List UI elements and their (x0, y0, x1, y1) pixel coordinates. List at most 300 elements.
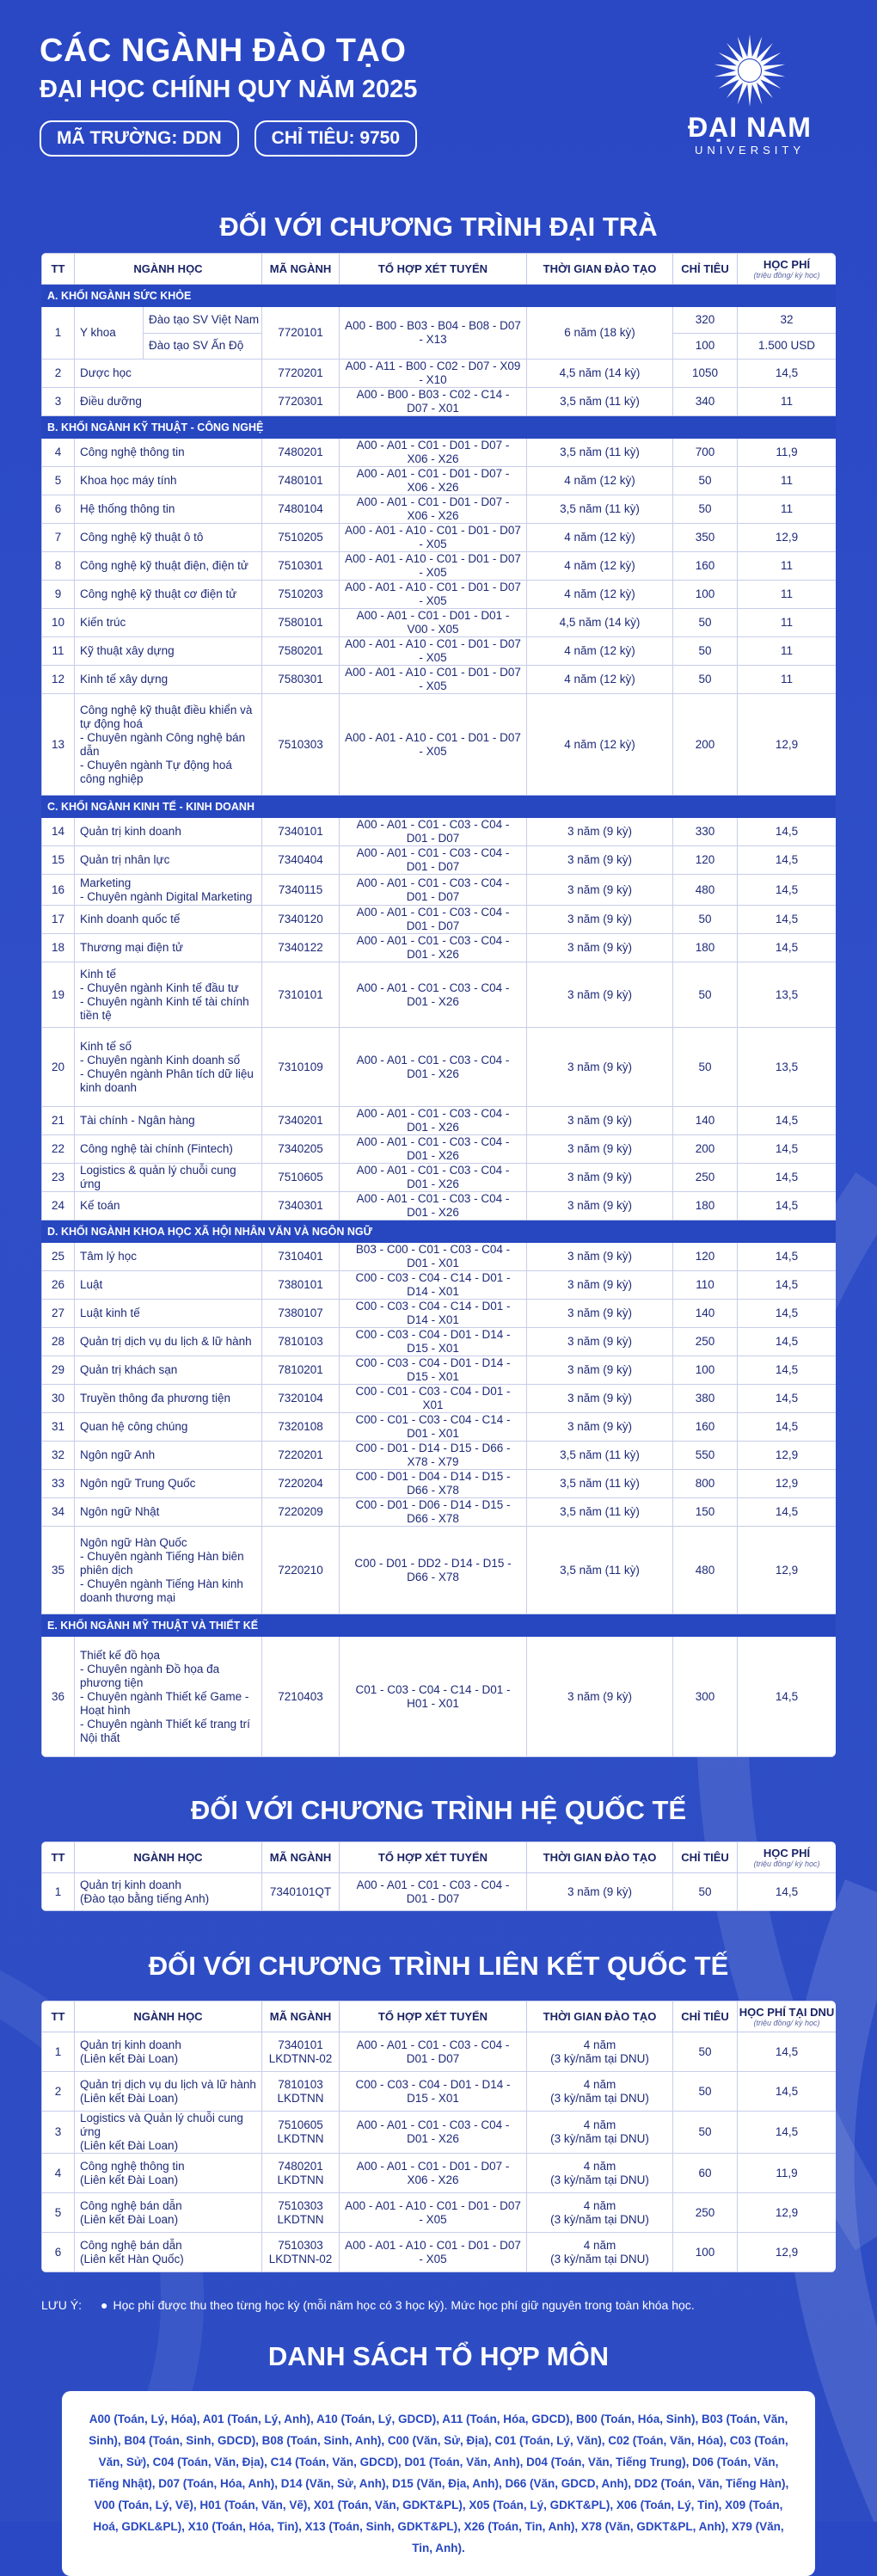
table-cell: 7810103 LKDTNN (262, 2072, 340, 2112)
category-label: C. KHỐI NGÀNH KINH TẾ - KINH DOANH (42, 796, 837, 818)
table-cell: Marketing - Chuyên ngành Digital Marketing (75, 875, 262, 906)
col-header: TT (42, 254, 75, 285)
table-cell: A00 - A11 - B00 - C02 - D07 - X09 - X10 (340, 360, 527, 388)
table-cell: A00 - B00 - B03 - C02 - C14 - D07 - X01 (340, 388, 527, 416)
table-cell: 4 năm (3 kỳ/năm tại DNU) (527, 2112, 673, 2154)
table-cell: 250 (673, 2193, 738, 2233)
table-cell: C01 - C03 - C04 - C14 - D01 - H01 - X01 (340, 1637, 527, 1757)
table-cell: 140 (673, 1300, 738, 1328)
table-cell: 11,9 (738, 439, 837, 467)
table-cell: 7340101 (262, 818, 340, 846)
sub-track: Đào tạo SV Việt Nam (144, 307, 261, 334)
table-row (42, 1442, 837, 1470)
table-cell: Công nghệ kỹ thuật điều khiển và tự động hoá - Chuyên ngành Công nghệ bán dẫn - Chuyên ngành Tự động hoá công nghiệp (75, 694, 262, 796)
table-cell: A00 - A01 - C01 - C03 - C04 - D01 - X26 (340, 1192, 527, 1220)
table-header-row (42, 254, 837, 285)
table-cell: 3 năm (9 kỳ) (527, 1028, 673, 1107)
page-title: CÁC NGÀNH ĐÀO TẠO (40, 33, 407, 69)
table-row (42, 1107, 837, 1135)
table-cell: 3,5 năm (11 kỳ) (527, 1527, 673, 1614)
table-cell: Ngôn ngữ Hàn Quốc - Chuyên ngành Tiếng Hàn biên phiên dịch - Chuyên ngành Tiếng Hàn kinh doanh thương mại (75, 1527, 262, 1614)
table-row (42, 2032, 837, 2072)
table-cell: 31 (42, 1413, 75, 1442)
table-cell: 11 (738, 552, 837, 581)
table-header-row (42, 2001, 837, 2032)
table-cell: 4 năm (12 kỳ) (527, 581, 673, 609)
table-cell: Ngôn ngữ Trung Quốc (75, 1470, 262, 1498)
table-cell: Điều dưỡng (75, 388, 262, 416)
col-header: THỜI GIAN ĐÀO TẠO (527, 1842, 673, 1873)
table-cell: 60 (673, 2154, 738, 2193)
table-cell: A00 - A01 - A10 - C01 - D01 - D07 - X05 (340, 2233, 527, 2272)
table-cell: 110 (673, 1271, 738, 1300)
table-cell: 4 năm (12 kỳ) (527, 552, 673, 581)
table-cell: 11 (738, 581, 837, 609)
table-cell: Logistics và Quản lý chuỗi cung ứng (Liên kết Đài Loan) (75, 2112, 262, 2154)
table-cell: 550 (673, 1442, 738, 1470)
table-cell: A00 - A01 - A10 - C01 - D01 - D07 - X05 (340, 694, 527, 796)
table-cell: 11,9 (738, 2154, 837, 2193)
col-header: THỜI GIAN ĐÀO TẠO (527, 2001, 673, 2032)
table-cell: 24 (42, 1192, 75, 1220)
table-cell: 14,5 (738, 1271, 837, 1300)
col-header: TỔ HỢP XÉT TUYỂN (340, 2001, 527, 2032)
table-cell: 4 năm (12 kỳ) (527, 694, 673, 796)
table-cell: 3 năm (9 kỳ) (527, 846, 673, 875)
table-cell: 100 (673, 1356, 738, 1385)
joint-program-table (41, 2001, 836, 2272)
section-title-joint: ĐỐI VỚI CHƯƠNG TRÌNH LIÊN KẾT QUỐC TẾ (148, 1951, 729, 1981)
col-header (738, 2001, 837, 2032)
fee-unit: (triệu đồng/ kỳ học) (753, 1860, 820, 1868)
table-cell: 4 năm (12 kỳ) (527, 637, 673, 666)
table-cell: 4 năm (3 kỳ/năm tại DNU) (527, 2193, 673, 2233)
table-row (42, 962, 837, 1028)
col-header: CHỈ TIÊU (673, 254, 738, 285)
table-cell: Ngôn ngữ Anh (75, 1442, 262, 1470)
table-cell: Khoa học máy tính (75, 467, 262, 495)
table-cell: 14,5 (738, 1135, 837, 1164)
table-cell: Công nghệ kỹ thuật cơ điện tử (75, 581, 262, 609)
col-header: CHỈ TIÊU (673, 1842, 738, 1873)
table-row (42, 1873, 837, 1911)
table-cell: Thiết kế đồ họa - Chuyên ngành Đồ họa đa phương tiện - Chuyên ngành Thiết kế Game - Hoạt hình - Chuyên ngành Thiết kế trang trí Nội thất (75, 1637, 262, 1757)
table-cell: 3,5 năm (11 kỳ) (527, 1498, 673, 1527)
table-cell: 50 (673, 2032, 738, 2072)
table-cell: 3 năm (9 kỳ) (527, 962, 673, 1028)
table-cell: 14,5 (738, 360, 837, 388)
table-cell: 4 (42, 2154, 75, 2193)
table-cell: 7210403 (262, 1637, 340, 1757)
table-cell: 6 (42, 2233, 75, 2272)
table-cell: 1.500 USD (738, 333, 837, 360)
subject-combinations-box (62, 2391, 815, 2576)
table-cell: Kiến trúc (75, 609, 262, 637)
table-row (42, 666, 837, 694)
table-cell: 3,5 năm (11 kỳ) (527, 1442, 673, 1470)
table-cell: 3 (42, 388, 75, 416)
table-cell: 14,5 (738, 1498, 837, 1527)
table-row (42, 307, 837, 334)
table-cell: A00 - A01 - C01 - C03 - C04 - D01 - D07 (340, 906, 527, 934)
table-cell: 13,5 (738, 1028, 837, 1107)
table-cell: Công nghệ thông tin (75, 439, 262, 467)
col-header: NGÀNH HỌC (75, 1842, 262, 1873)
section-title-combos: DANH SÁCH TỔ HỢP MÔN (267, 2341, 610, 2371)
table-cell: 29 (42, 1356, 75, 1385)
table-cell: 12,9 (738, 694, 837, 796)
table-cell: 7510303 (262, 694, 340, 796)
table-cell: 7340122 (262, 934, 340, 962)
table-cell: 480 (673, 1527, 738, 1614)
category-label: B. KHỐI NGÀNH KỸ THUẬT - CÔNG NGHỆ (42, 416, 837, 439)
table-cell: 19 (42, 962, 75, 1028)
school-code-badge: MÃ TRƯỜNG: DDN (40, 120, 239, 157)
col-header: MÃ NGÀNH (262, 1842, 340, 1873)
table-cell: 7480104 (262, 495, 340, 524)
table-cell: C00 - C03 - C04 - D01 - D14 - D15 - X01 (340, 2072, 527, 2112)
table-cell: 12,9 (738, 1442, 837, 1470)
table-cell: 21 (42, 1107, 75, 1135)
table-cell: 14,5 (738, 875, 837, 906)
table-cell: 6 năm (18 kỳ) (527, 307, 673, 360)
table-row (42, 906, 837, 934)
table-cell: A00 - A01 - C01 - D01 - D07 - X06 - X26 (340, 467, 527, 495)
table-cell: 10 (42, 609, 75, 637)
table-cell: 3 năm (9 kỳ) (527, 906, 673, 934)
table-cell: 7580301 (262, 666, 340, 694)
table-cell: 3 năm (9 kỳ) (527, 1192, 673, 1220)
university-logo (672, 33, 827, 157)
table-row (42, 1028, 837, 1107)
table-cell: Công nghệ bán dẫn (Liên kết Đài Loan) (75, 2193, 262, 2233)
table-cell: 7480201 LKDTNN (262, 2154, 340, 2193)
table-cell: 140 (673, 1107, 738, 1135)
table-row (42, 609, 837, 637)
table-cell: C00 - C03 - C04 - D01 - D14 - D15 - X01 (340, 1356, 527, 1385)
table-cell: Quản trị kinh doanh (75, 818, 262, 846)
table-cell: A00 - A01 - C01 - C03 - C04 - D01 - X26 (340, 2112, 527, 2154)
table-cell: 4 năm (3 kỳ/năm tại DNU) (527, 2032, 673, 2072)
table-cell: 330 (673, 818, 738, 846)
table-cell: 3,5 năm (11 kỳ) (527, 495, 673, 524)
table-cell: C00 - C03 - C04 - C14 - D01 - D14 - X01 (340, 1300, 527, 1328)
table-cell: 12,9 (738, 1470, 837, 1498)
table-cell: 25 (42, 1243, 75, 1271)
table-cell: 2 (42, 360, 75, 388)
table-cell: A00 - A01 - C01 - C03 - C04 - D01 - X26 (340, 962, 527, 1028)
table-cell: 7340201 (262, 1107, 340, 1135)
table-cell: Kinh tế - Chuyên ngành Kinh tế đầu tư - Chuyên ngành Kinh tế tài chính tiền tệ (75, 962, 262, 1028)
table-cell: 50 (673, 962, 738, 1028)
table-row (42, 581, 837, 609)
table-cell: 14,5 (738, 818, 837, 846)
table-cell: 14,5 (738, 1164, 837, 1192)
table-cell: 7310401 (262, 1243, 340, 1271)
table-cell: A00 - A01 - C01 - C03 - C04 - D01 - X26 (340, 1135, 527, 1164)
starburst-logo-icon (711, 33, 788, 108)
table-cell: 50 (673, 1028, 738, 1107)
table-row (42, 360, 837, 388)
table-row (42, 1192, 837, 1220)
table-cell: A00 - A01 - C01 - C03 - C04 - D01 - X26 (340, 1107, 527, 1135)
table-cell: 4 năm (12 kỳ) (527, 467, 673, 495)
fee-header: HỌC PHÍ TẠI DNU (739, 2006, 835, 2019)
table-cell: 14,5 (738, 1356, 837, 1385)
table-cell: 30 (42, 1385, 75, 1413)
table-cell: 7340301 (262, 1192, 340, 1220)
table-cell: 100 (673, 2233, 738, 2272)
table-row (42, 1356, 837, 1385)
quota-badge: CHỈ TIÊU: 9750 (255, 120, 417, 157)
section-title-international: ĐỐI VỚI CHƯƠNG TRÌNH HỆ QUỐC TẾ (190, 1795, 687, 1825)
table-cell: 14 (42, 818, 75, 846)
table-cell: 16 (42, 875, 75, 906)
col-header: MÃ NGÀNH (262, 254, 340, 285)
table-cell: 3 năm (9 kỳ) (527, 1413, 673, 1442)
section-title-standard: ĐỐI VỚI CHƯƠNG TRÌNH ĐẠI TRÀ (219, 212, 658, 242)
table-row (42, 1637, 837, 1757)
table-cell: Truyền thông đa phương tiện (75, 1385, 262, 1413)
table-cell: 3 năm (9 kỳ) (527, 1300, 673, 1328)
table-cell: 7380101 (262, 1271, 340, 1300)
table-cell: 7340205 (262, 1135, 340, 1164)
table-cell: 3 năm (9 kỳ) (527, 1328, 673, 1356)
table-cell: C00 - C03 - C04 - D01 - D14 - D15 - X01 (340, 1328, 527, 1356)
table-row (42, 439, 837, 467)
table-cell: Quản trị dịch vụ du lịch và lữ hành (Liên kết Đài Loan) (75, 2072, 262, 2112)
table-cell: Kinh tế số - Chuyên ngành Kinh doanh số - Chuyên ngành Phân tích dữ liệu kinh doanh (75, 1028, 262, 1107)
table-cell: 50 (673, 2072, 738, 2112)
table-row (42, 846, 837, 875)
table-cell: 7320108 (262, 1413, 340, 1442)
table-cell: 7220204 (262, 1470, 340, 1498)
col-header: MÃ NGÀNH (262, 2001, 340, 2032)
table-cell: 7220201 (262, 1442, 340, 1470)
table-cell: B03 - C00 - C01 - C03 - C04 - D01 - X01 (340, 1243, 527, 1271)
header (0, 0, 877, 169)
table-cell: 3,5 năm (11 kỳ) (527, 1470, 673, 1498)
table-cell: 1 (42, 1873, 75, 1911)
table-cell: 12,9 (738, 2193, 837, 2233)
table-cell: 3,5 năm (11 kỳ) (527, 439, 673, 467)
table-row (42, 495, 837, 524)
table-cell: 50 (673, 609, 738, 637)
table-cell: A00 - A01 - C01 - C03 - C04 - D01 - D07 (340, 818, 527, 846)
standard-program-table (41, 253, 836, 1757)
table-cell: 7580101 (262, 609, 340, 637)
table-cell: 7480101 (262, 467, 340, 495)
table-cell: 14,5 (738, 1300, 837, 1328)
table-cell: 7810201 (262, 1356, 340, 1385)
logo-subtitle: UNIVERSITY (694, 144, 805, 157)
table-cell: 340 (673, 388, 738, 416)
table-cell: 7510301 (262, 552, 340, 581)
table-cell: A00 - A01 - C01 - C03 - C04 - D01 - X26 (340, 1028, 527, 1107)
table-row (42, 637, 837, 666)
table-cell: 4,5 năm (14 kỳ) (527, 360, 673, 388)
table-cell: Thương mại điện tử (75, 934, 262, 962)
table-row (42, 1243, 837, 1271)
table-cell: 3 năm (9 kỳ) (527, 1356, 673, 1385)
table-cell: 3 (42, 2112, 75, 2154)
table-cell: 14,5 (738, 1192, 837, 1220)
table-cell: 36 (42, 1637, 75, 1757)
table-cell: Kỹ thuật xây dựng (75, 637, 262, 666)
table-row (42, 1527, 837, 1614)
col-header: TT (42, 2001, 75, 2032)
table-cell: Logistics & quản lý chuỗi cung ứng (75, 1164, 262, 1192)
table-cell: 11 (738, 666, 837, 694)
col-header (738, 254, 837, 285)
table-cell: Kế toán (75, 1192, 262, 1220)
table-cell: A00 - A01 - C01 - C03 - C04 - D01 - X26 (340, 934, 527, 962)
table-cell: 180 (673, 1192, 738, 1220)
table-cell: 50 (673, 495, 738, 524)
table-cell: A00 - A01 - C01 - D01 - D07 - X06 - X26 (340, 2154, 527, 2193)
table-cell: A00 - A01 - C01 - C03 - C04 - D01 - D07 (340, 1873, 527, 1911)
table-cell: 33 (42, 1470, 75, 1498)
table-cell: 50 (673, 637, 738, 666)
table-cell: 11 (738, 388, 837, 416)
major-name: Y khoa (75, 307, 144, 359)
table-cell: 180 (673, 934, 738, 962)
table-cell: Dược học (75, 360, 262, 388)
table-cell: 7510303 LKDTNN (262, 2193, 340, 2233)
category-row (42, 285, 837, 307)
table-cell: A00 - B00 - B03 - B04 - B08 - D07 - X13 (340, 307, 527, 360)
table-cell: 4 (42, 439, 75, 467)
fee-unit: (triệu đồng/ kỳ học) (753, 2019, 820, 2027)
table-row (42, 2154, 837, 2193)
table-header-row (42, 1842, 837, 1873)
table-cell: 28 (42, 1328, 75, 1356)
table-cell: 3 năm (9 kỳ) (527, 934, 673, 962)
table-cell: 1 (42, 307, 75, 360)
table-cell: 3 năm (9 kỳ) (527, 1385, 673, 1413)
table-cell: 50 (673, 906, 738, 934)
table-cell: 14,5 (738, 2032, 837, 2072)
table-cell: 120 (673, 1243, 738, 1271)
table-cell: 14,5 (738, 2112, 837, 2154)
table-row (42, 467, 837, 495)
table-cell: 4 năm (3 kỳ/năm tại DNU) (527, 2233, 673, 2272)
table-cell: Quản trị kinh doanh (Đào tạo bằng tiếng Anh) (75, 1873, 262, 1911)
table-cell: 11 (738, 609, 837, 637)
table-cell: 4 năm (3 kỳ/năm tại DNU) (527, 2072, 673, 2112)
table-cell: 14,5 (738, 1243, 837, 1271)
table-cell: 800 (673, 1470, 738, 1498)
fee-header: HỌC PHÍ (763, 258, 811, 271)
table-cell: 32 (42, 1442, 75, 1470)
fee-note (41, 2298, 836, 2312)
table-row (42, 1271, 837, 1300)
table-cell: 7340404 (262, 846, 340, 875)
table-cell: 7310101 (262, 962, 340, 1028)
table-cell: 7340115 (262, 875, 340, 906)
col-header: CHỈ TIÊU (673, 2001, 738, 2032)
table-row (42, 2072, 837, 2112)
table-cell: 380 (673, 1385, 738, 1413)
table-cell: 27 (42, 1300, 75, 1328)
table-cell: 26 (42, 1271, 75, 1300)
table-row (42, 1385, 837, 1413)
table-row (42, 818, 837, 846)
table-cell: A00 - A01 - A10 - C01 - D01 - D07 - X05 (340, 2193, 527, 2233)
col-header (738, 1842, 837, 1873)
table-cell: A00 - A01 - C01 - D01 - D07 - X06 - X26 (340, 495, 527, 524)
table-cell: Công nghệ tài chính (Fintech) (75, 1135, 262, 1164)
table-cell: 50 (673, 2112, 738, 2154)
table-row (42, 2193, 837, 2233)
table-cell: 100 (673, 581, 738, 609)
table-row (42, 552, 837, 581)
table-cell: Tài chính - Ngân hàng (75, 1107, 262, 1135)
table-cell: 7220210 (262, 1527, 340, 1614)
table-cell: 7380107 (262, 1300, 340, 1328)
table-cell: 3 năm (9 kỳ) (527, 1135, 673, 1164)
table-cell: 3 năm (9 kỳ) (527, 1637, 673, 1757)
table-cell: 8 (42, 552, 75, 581)
table-row (42, 2233, 837, 2272)
table-cell: 34 (42, 1498, 75, 1527)
table-cell: 200 (673, 694, 738, 796)
table-cell: 5 (42, 467, 75, 495)
table-cell: 7580201 (262, 637, 340, 666)
category-label: A. KHỐI NGÀNH SỨC KHỎE (42, 285, 837, 307)
table-cell: 3 năm (9 kỳ) (527, 1243, 673, 1271)
table-cell: A00 - A01 - A10 - C01 - D01 - D07 - X05 (340, 666, 527, 694)
table-cell: 1050 (673, 360, 738, 388)
table-cell: A00 - A01 - C01 - D01 - D07 - X06 - X26 (340, 439, 527, 467)
table-cell: A00 - A01 - A10 - C01 - D01 - D07 - X05 (340, 581, 527, 609)
table-cell: 5 (42, 2193, 75, 2233)
table-cell: C00 - D01 - DD2 - D14 - D15 - D66 - X78 (340, 1527, 527, 1614)
logo-name: ĐẠI NAM (688, 112, 812, 143)
note-label: LƯU Ý: (41, 2298, 82, 2312)
page-subtitle: ĐẠI HỌC CHÍNH QUY NĂM 2025 (40, 76, 418, 103)
table-cell: 4,5 năm (14 kỳ) (527, 609, 673, 637)
table-cell: 14,5 (738, 1413, 837, 1442)
table-cell: 7480201 (262, 439, 340, 467)
table-cell: 4 năm (3 kỳ/năm tại DNU) (527, 2154, 673, 2193)
table-cell: 11 (738, 637, 837, 666)
table-cell: 4 năm (12 kỳ) (527, 666, 673, 694)
table-cell: 17 (42, 906, 75, 934)
table-cell: 14,5 (738, 1873, 837, 1911)
note-text: Học phí được thu theo từng học kỳ (mỗi năm học có 3 học kỳ). Mức học phí giữ nguyên trong toàn khóa học. (113, 2298, 695, 2312)
table-cell: 3,5 năm (11 kỳ) (527, 388, 673, 416)
table-cell: 14,5 (738, 2072, 837, 2112)
table-cell: 250 (673, 1328, 738, 1356)
table-cell: 11 (738, 495, 837, 524)
category-row (42, 796, 837, 818)
category-row (42, 416, 837, 439)
table-cell: 120 (673, 846, 738, 875)
table-cell: 100 (673, 333, 738, 360)
table-cell: A00 - A01 - C01 - C03 - C04 - D01 - X26 (340, 1164, 527, 1192)
table-cell: A00 - A01 - A10 - C01 - D01 - D07 - X05 (340, 524, 527, 552)
table-cell: C00 - C01 - C03 - C04 - C14 - D01 - X01 (340, 1413, 527, 1442)
col-header: TỔ HỢP XÉT TUYỂN (340, 1842, 527, 1873)
table-cell: 22 (42, 1135, 75, 1164)
table-cell: 3 năm (9 kỳ) (527, 875, 673, 906)
table-cell: C00 - C03 - C04 - C14 - D01 - D14 - X01 (340, 1271, 527, 1300)
table-cell: 3 năm (9 kỳ) (527, 1873, 673, 1911)
table-cell: C00 - C01 - C03 - C04 - D01 - X01 (340, 1385, 527, 1413)
table-cell: A00 - A01 - A10 - C01 - D01 - D07 - X05 (340, 552, 527, 581)
table-cell: 480 (673, 875, 738, 906)
